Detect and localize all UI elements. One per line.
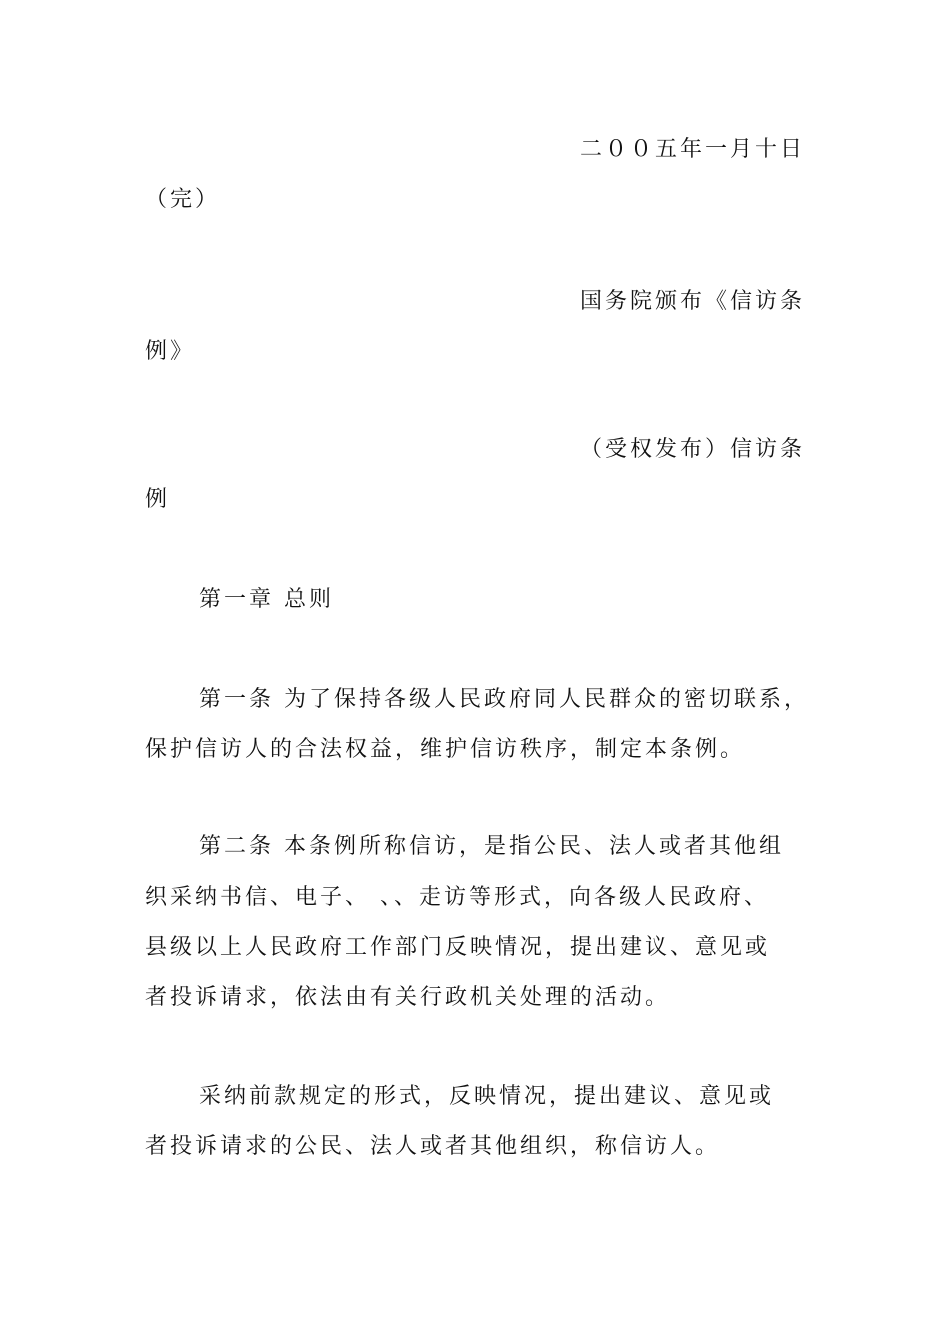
heading2-line2: 例 <box>145 487 171 512</box>
article2-line2: 织采纳书信、电子、 、、走访等形式，向各级人民政府、 <box>145 885 769 910</box>
article1-line2: 保护信访人的合法权益，维护信访秩序，制定本条例。 <box>145 737 746 762</box>
end-mark: （完） <box>145 187 221 212</box>
heading1-line1: 国务院颁布《信访条 <box>579 289 805 314</box>
date-line: 二００五年一月十日 <box>579 137 805 162</box>
article2-line4: 者投诉请求，依法由有关行政机关处理的活动。 <box>145 985 671 1010</box>
article2-line3: 县级以上人民政府工作部门反映情况，提出建议、意见或 <box>145 935 771 960</box>
paragraph3-line1: 采纳前款规定的形式，反映情况，提出建议、意见或 <box>199 1084 775 1109</box>
paragraph3-line2: 者投诉请求的公民、法人或者其他组织，称信访人。 <box>145 1134 721 1159</box>
heading2-line1: （受权发布）信访条 <box>579 437 805 462</box>
chapter-title: 第一章 总则 <box>199 587 334 612</box>
article1-line1: 第一条 为了保持各级人民政府同人民群众的密切联系， <box>199 687 809 712</box>
article2-line1: 第二条 本条例所称信访，是指公民、法人或者其他组 <box>199 834 784 859</box>
heading1-line2: 例》 <box>145 339 196 364</box>
